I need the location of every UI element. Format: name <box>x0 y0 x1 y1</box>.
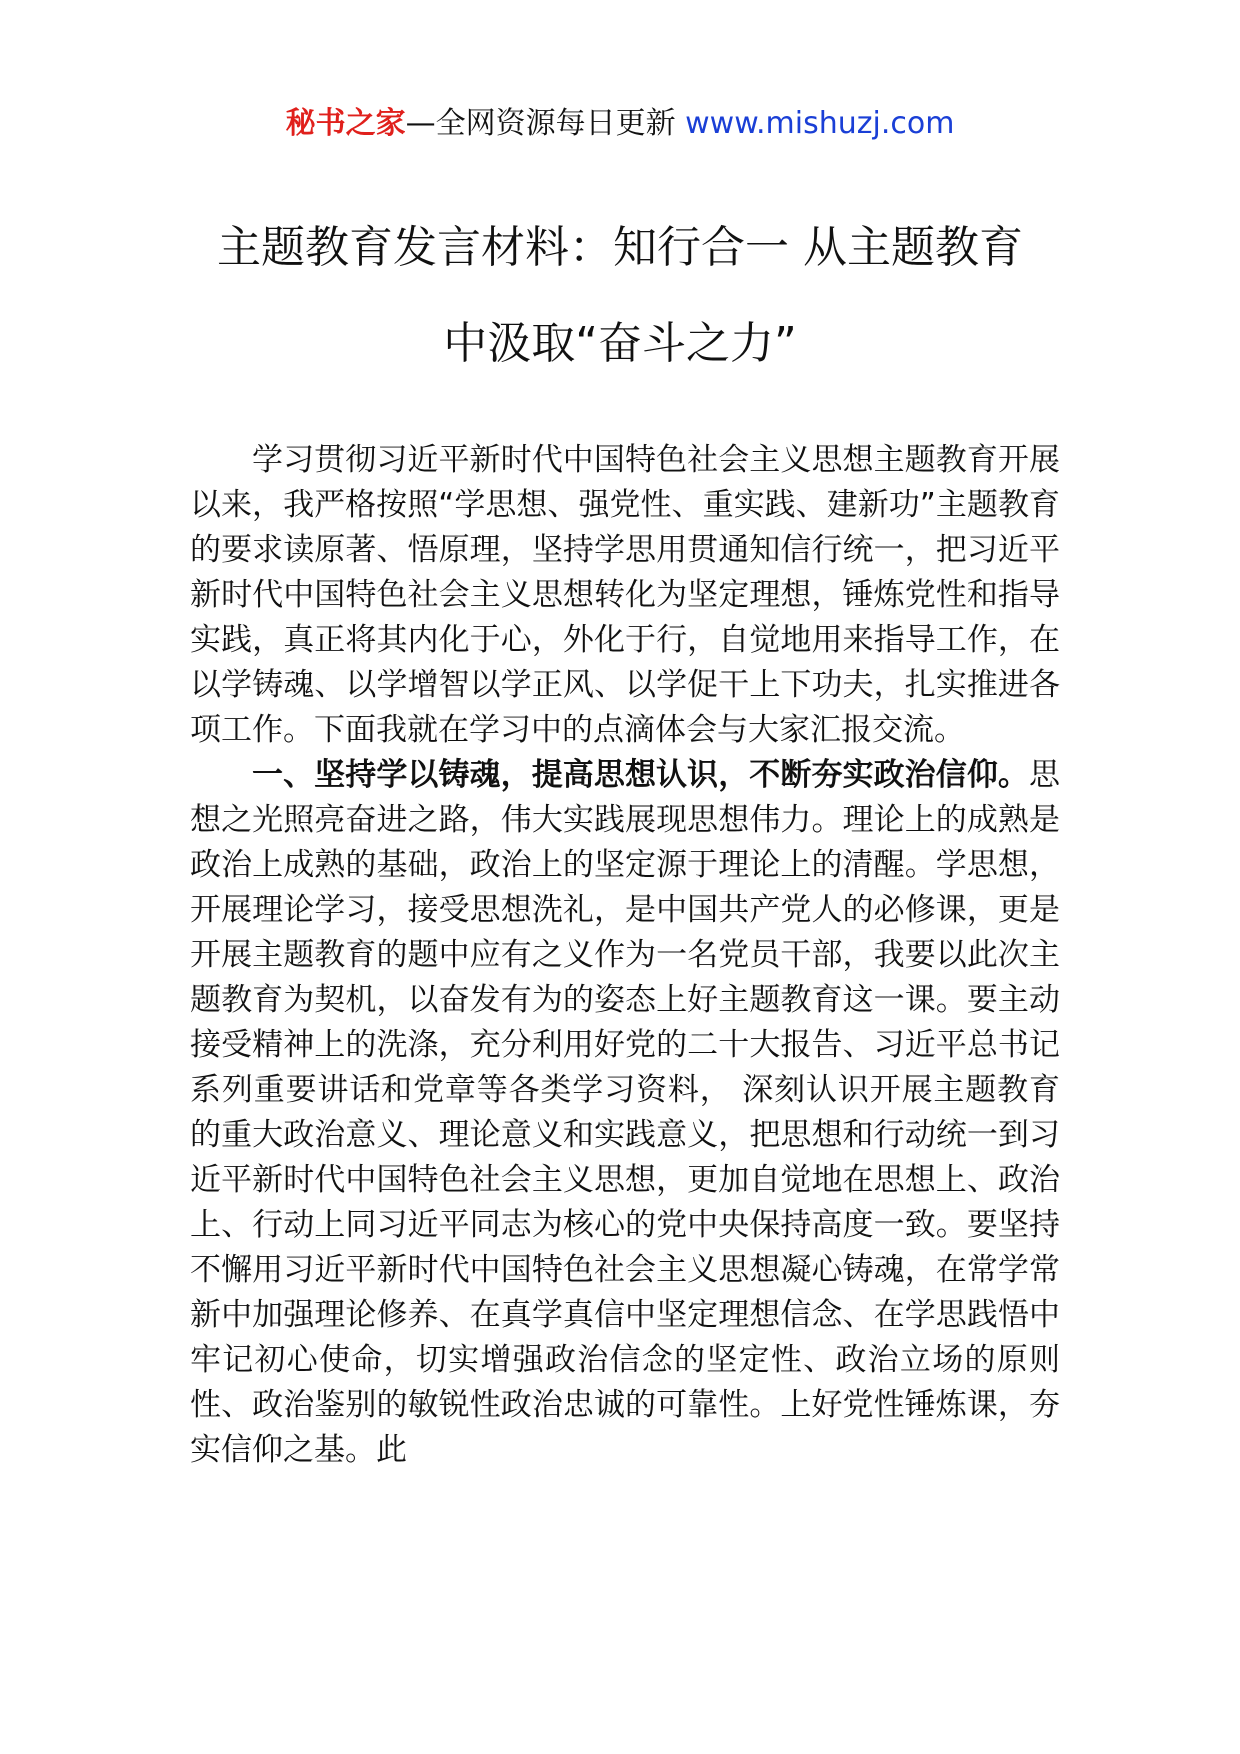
document-title <box>150 200 1090 392</box>
site-url-link[interactable]: www.mishuzj.com <box>685 106 955 141</box>
document-body <box>190 438 1060 1473</box>
section-1-heading: 一、坚持学以铸魂，提高思想认识，不断夯实政治信仰。 <box>252 757 1029 793</box>
site-header <box>0 102 1240 146</box>
paragraph-section-1 <box>190 753 1060 1473</box>
title-line-1: 主题教育发言材料：知行合一 从主题教育 <box>217 222 1023 273</box>
section-1-body: 思想之光照亮奋进之路，伟大实践展现思想伟力。理论上的成熟是政治上成熟的基础，政治上的坚定源于理论上的清醒。学思想，开展理论学习，接受思想洗礼，是中国共产党人的必修课，更是开展主题教育的题中应有之义作为一名党员干部，我要以此次主题教育为契机，以奋发有为的姿态上好主题教育这一课。要主动接受精神上的洗涤，充分利用好党的二十大报告、习近平总书记系列重要讲话和党章等各类学习资料， 深刻认识开展主题教育的重大政治意义、理论意义和实践意义，把思想和行动统一到习近平新时代中国特色社会主义思想，更加自觉地在思想上、政治上、行动上同习近平同志为核心的党中央保持高度一致。要坚持不懈用习近平新时代中国特色社会主义思想凝心铸魂，在常学常新中加强理论修养、在真学真信中坚定理想信念、在学思践悟中牢记初心使命，切实增强政治信念的坚定性、政治立场的原则性、政治鉴别的敏锐性政治忠诚的可靠性。上好党性锤炼课，夯实信仰之基。此 <box>190 757 1060 1468</box>
brand-name: 秘书之家 <box>285 106 406 141</box>
header-tagline: —全网资源每日更新 <box>405 106 676 141</box>
title-line-2: 中汲取“奋斗之力” <box>443 318 797 369</box>
paragraph-intro: 学习贯彻习近平新时代中国特色社会主义思想主题教育开展以来，我严格按照“学思想、强党性、重实践、建新功”主题教育的要求读原著、悟原理，坚持学思用贯通知信行统一，把习近平新时代中国特色社会主义思想转化为坚定理想，锤炼党性和指导实践，真正将其内化于心，外化于行，自觉地用来指导工作，在以学铸魂、以学增智以学正风、以学促干上下功夫，扎实推进各项工作。下面我就在学习中的点滴体会与大家汇报交流。 <box>190 442 1060 748</box>
